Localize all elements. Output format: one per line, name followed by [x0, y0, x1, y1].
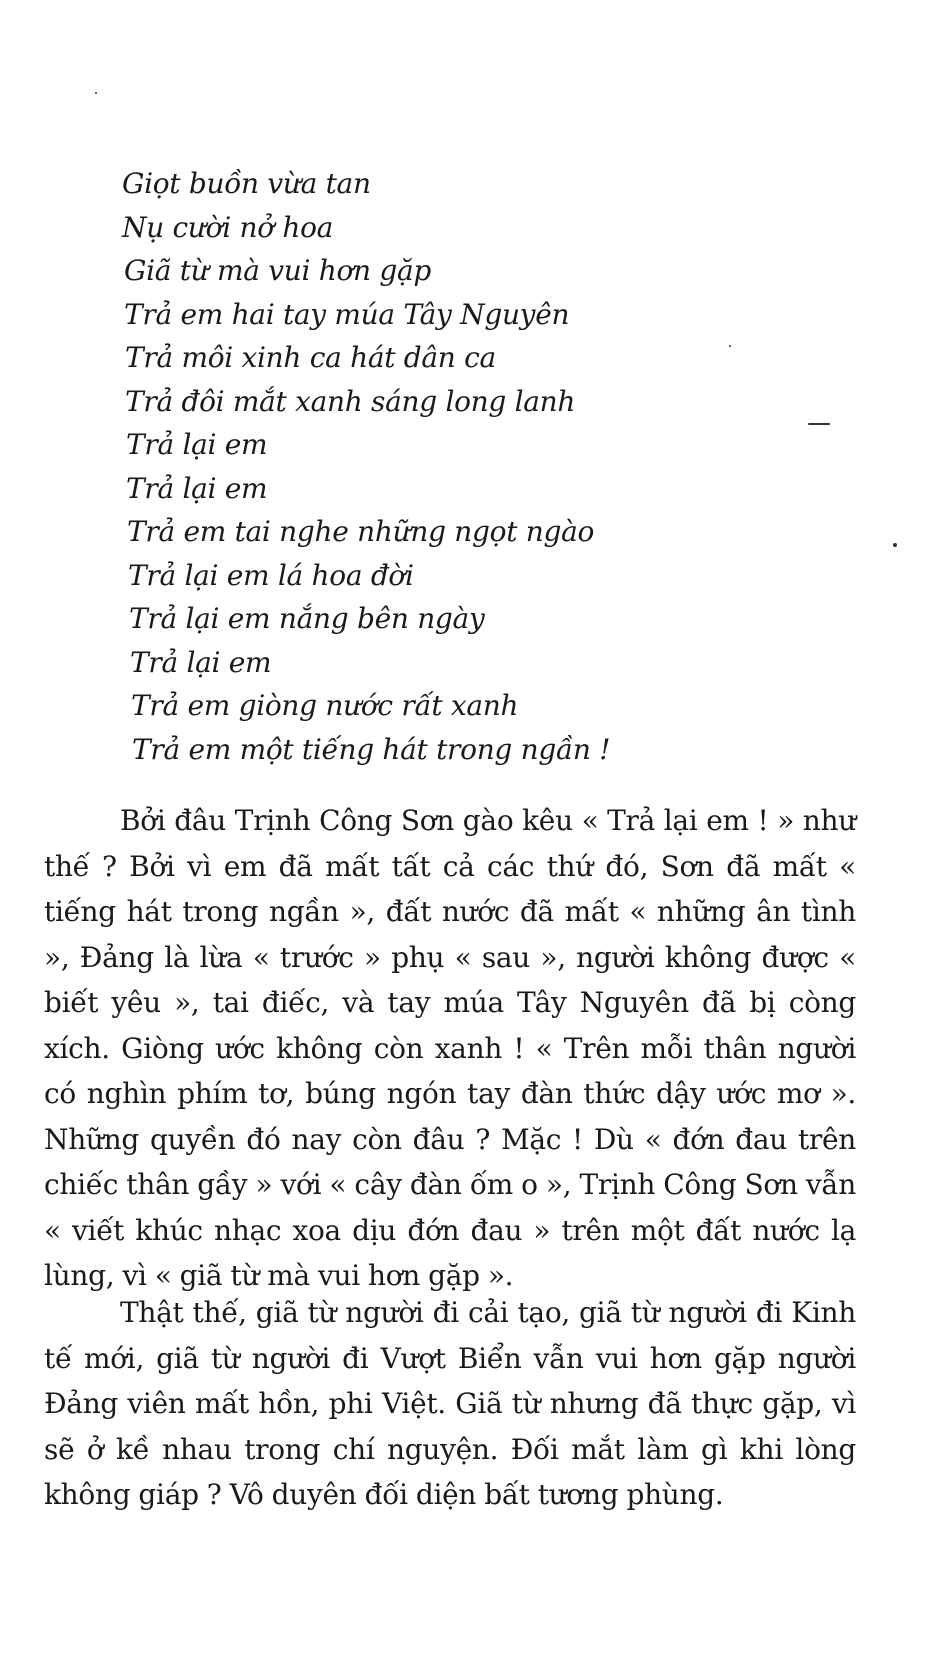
poem-line-8: Trả lại em — [126, 471, 268, 505]
prose-paragraph-2: Thật thế, giã từ người đi cải tạo, giã từ người đi Kinh tế mới, giã từ người đi Vượt Biển vẫn vui hơn gặp người Đảng viên mất hồn, phi Việt. Giã từ nhưng đã thực gặp, vì sẽ ở kề nhau trong chí nguyện. Đối mắt làm gì khi lòng không giáp ? Vô duyên đối diện bất tương phùng. — [44, 1296, 856, 1511]
poem-block — [120, 162, 820, 771]
scan-speck — [893, 543, 897, 547]
scan-speck — [729, 345, 731, 347]
poem-line-10: Trả lại em lá hoa đời — [128, 558, 414, 592]
scan-speck — [95, 92, 97, 94]
scan-speck — [808, 423, 830, 425]
poem-line-11: Trả lại em nắng bên ngày — [129, 602, 485, 635]
poem-line-2: Nụ cười nở hoa — [122, 210, 334, 244]
poem-line-9: Trả em tai nghe những ngọt ngào — [127, 515, 595, 548]
prose-paragraph-1: Bởi đâu Trịnh Công Sơn gào kêu « Trả lại em ! » như thế ? Bởi vì em đã mất tất cả các thứ đó, Sơn đã mất « tiếng hát trong ngần », đất nước đã mất « những ân tình », Đảng là lừa « trước » phụ « sau », người không được « biết yêu », tai điếc, và tay múa Tây Nguyên đã bị còng xích. Giòng ước không còn xanh ! « Trên mỗi thân người có nghìn phím tơ, búng ngón tay đàn thức dậy ước mơ ». Những quyền đó nay còn đâu ? Mặc ! Dù « đớn đau trên chiếc thân gầy » với « cây đàn ốm o », Trịnh Công Sơn vẫn « viết khúc nhạc xoa dịu đớn đau » trên một đất nước lạ lùng, vì « giã từ mà vui hơn gặp ». — [44, 804, 856, 1292]
poem-line-5: Trả môi xinh ca hát dân ca — [125, 341, 496, 374]
poem-line-14: Trả em một tiếng hát trong ngần ! — [132, 732, 611, 766]
poem-line-7: Trả lại em — [126, 428, 268, 461]
poem-line-6: Trả đôi mắt xanh sáng long lanh — [125, 384, 576, 418]
poem-line-1: Giọt buồn vừa tan — [122, 167, 371, 200]
poem-line-13: Trả em giòng nước rất xanh — [131, 689, 519, 722]
poem-line-12: Trả lại em — [130, 645, 272, 679]
poem-line-3: Giã từ mà vui hơn gặp — [124, 254, 432, 287]
poem-line-4: Trả em hai tay múa Tây Nguyên — [124, 297, 570, 331]
